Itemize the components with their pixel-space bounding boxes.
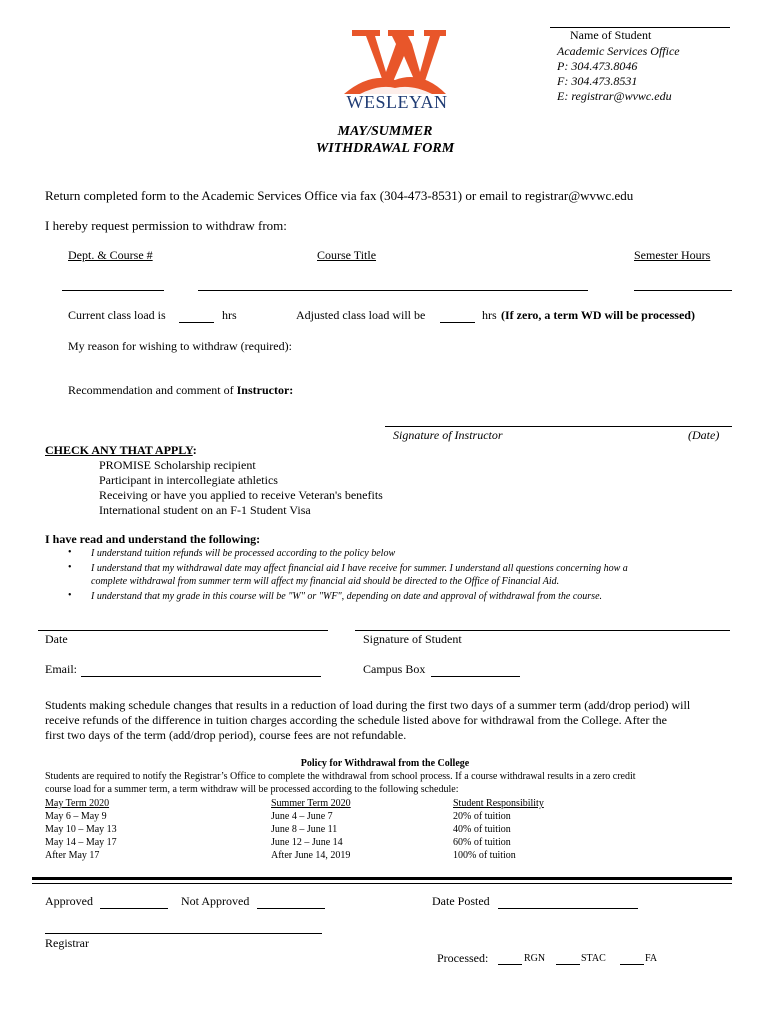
adjusted-load-field[interactable] (440, 322, 475, 323)
check-item-athletics[interactable]: Participant in intercollegiate athletics (99, 473, 278, 487)
adjusted-load-unit: hrs (482, 308, 497, 322)
dept-course-field[interactable] (62, 290, 164, 291)
policy-header-may: May Term 2020 (45, 798, 110, 809)
reason-label: My reason for wishing to withdraw (required): (68, 339, 292, 353)
policy-header-summer: Summer Term 2020 (271, 798, 351, 809)
current-load-field[interactable] (179, 322, 214, 323)
understand-refunds: I understand tuition refunds will be processed according to the policy below (91, 548, 396, 559)
withdraw-request: I hereby request permission to withdraw from: (45, 218, 287, 233)
logo-w-icon (340, 22, 450, 96)
date-line[interactable] (38, 630, 328, 631)
understand-financial-aid: I understand that my withdrawal date may affect financial aid I have receive for summer. I understand all questions concerning how a (91, 563, 628, 574)
course-title-field[interactable] (198, 290, 588, 291)
check-item-f1-visa[interactable]: International student on an F-1 Student Visa (99, 503, 311, 517)
email-field[interactable] (81, 676, 321, 677)
not-approved-label: Not Approved (181, 894, 250, 908)
policy-row-3-may: May 14 – May 17 (45, 837, 117, 848)
policy-row-2-pct: 40% of tuition (453, 824, 511, 835)
form-title-line2: WITHDRAWAL FORM (315, 141, 455, 156)
schedule-note-line3: first two days of the term (add/drop period), course fees are not refundable. (45, 728, 407, 742)
policy-line2: course load for a summer term, a term withdraw will be processed according to the following schedule: (45, 784, 459, 795)
current-load-unit: hrs (222, 308, 237, 322)
recommendation-instructor: Instructor: (236, 383, 294, 397)
col-course-title: Course Title (317, 248, 377, 262)
return-instructions: Return completed form to the Academic Services Office via fax (304-473-8531) or email to registrar@wvwc.edu (45, 188, 634, 203)
processed-label: Processed: (437, 951, 489, 965)
date-posted-field[interactable] (498, 908, 638, 909)
col-semester-hours: Semester Hours (634, 248, 711, 262)
policy-row-2-may: May 10 – May 13 (45, 824, 117, 835)
office-email: E: registrar@wvwc.edu (557, 89, 672, 103)
adjusted-load-label: Adjusted class load will be (296, 308, 426, 322)
office-use-divider-thin (32, 883, 732, 884)
rgn-label: RGN (524, 953, 546, 964)
understand-heading: I have read and understand the following: (45, 532, 261, 546)
instructor-signature-line[interactable] (385, 426, 732, 427)
campus-box-field[interactable] (431, 676, 520, 677)
registrar-line[interactable] (45, 933, 322, 934)
check-item-veteran[interactable]: Receiving or have you applied to receive Veteran's benefits (99, 488, 383, 502)
policy-row-1-may: May 6 – May 9 (45, 811, 107, 822)
approved-label: Approved (45, 894, 93, 908)
policy-row-3-pct: 60% of tuition (453, 837, 511, 848)
semester-hours-field[interactable] (634, 290, 732, 291)
check-any-colon: : (192, 443, 197, 457)
policy-row-1-summer: June 4 – June 7 (271, 811, 333, 822)
bullet-icon: • (68, 590, 72, 601)
date-label: Date (45, 632, 68, 646)
policy-row-4-pct: 100% of tuition (453, 850, 516, 861)
zero-load-note: (If zero, a term WD will be processed) (501, 308, 695, 322)
date-posted-label: Date Posted (432, 894, 490, 908)
office-use-divider (32, 877, 732, 880)
understand-financial-aid-cont: complete withdrawal from summer term will affect my financial aid should be directed to the Office of Financial Aid. (91, 576, 560, 587)
policy-line1: Students are required to notify the Registrar’s Office to complete the withdrawal from school process. If a course withdrawal results in a zero credit (45, 771, 636, 782)
wesleyan-logo (340, 22, 450, 114)
check-item-promise[interactable]: PROMISE Scholarship recipient (99, 458, 256, 472)
check-any-heading (45, 443, 197, 458)
bullet-icon: • (68, 562, 72, 573)
name-of-student-label: Name of Student (570, 28, 652, 42)
recommendation-label (68, 383, 293, 398)
policy-row-4-summer: After June 14, 2019 (271, 850, 351, 861)
current-load-label: Current class load is (68, 308, 166, 322)
email-label: Email: (45, 662, 77, 676)
policy-title: Policy for Withdrawal from the College (300, 758, 470, 769)
logo-wordmark: WESLEYAN (346, 92, 448, 112)
policy-row-4-may: After May 17 (45, 850, 100, 861)
student-signature-label: Signature of Student (363, 632, 462, 646)
office-name: Academic Services Office (557, 44, 680, 58)
not-approved-field[interactable] (257, 908, 325, 909)
check-any-heading-text: CHECK ANY THAT APPLY (45, 443, 193, 457)
fa-label: FA (645, 953, 658, 964)
office-phone: P: 304.473.8046 (557, 59, 638, 73)
recommendation-prefix: Recommendation and comment of (68, 383, 237, 397)
rgn-field[interactable] (498, 964, 522, 965)
policy-header-responsibility: Student Responsibility (453, 798, 544, 809)
bullet-icon: • (68, 547, 72, 558)
schedule-note-line1: Students making schedule changes that results in a reduction of load during the first two days of a summer term (add/drop period) will (45, 698, 691, 712)
understand-grade: I understand that my grade in this course will be "W" or "WF", depending on date and approval of withdrawal from the course. (91, 591, 603, 602)
instructor-date-label: (Date) (688, 428, 720, 442)
schedule-note-line2: receive refunds of the difference in tuition charges according the schedule listed above for withdrawal from the College. After the (45, 713, 667, 727)
form-title-line1: MAY/SUMMER (337, 124, 433, 139)
stac-label: STAC (581, 953, 606, 964)
approved-field[interactable] (100, 908, 168, 909)
office-fax: F: 304.473.8531 (557, 74, 638, 88)
policy-row-3-summer: June 12 – June 14 (271, 837, 343, 848)
instructor-signature-label: Signature of Instructor (393, 428, 503, 442)
stac-field[interactable] (556, 964, 580, 965)
student-signature-line[interactable] (355, 630, 730, 631)
campus-box-label: Campus Box (363, 662, 426, 676)
registrar-label: Registrar (45, 936, 89, 950)
policy-row-1-pct: 20% of tuition (453, 811, 511, 822)
col-dept-course: Dept. & Course # (68, 248, 153, 262)
fa-field[interactable] (620, 964, 644, 965)
policy-row-2-summer: June 8 – June 11 (271, 824, 338, 835)
